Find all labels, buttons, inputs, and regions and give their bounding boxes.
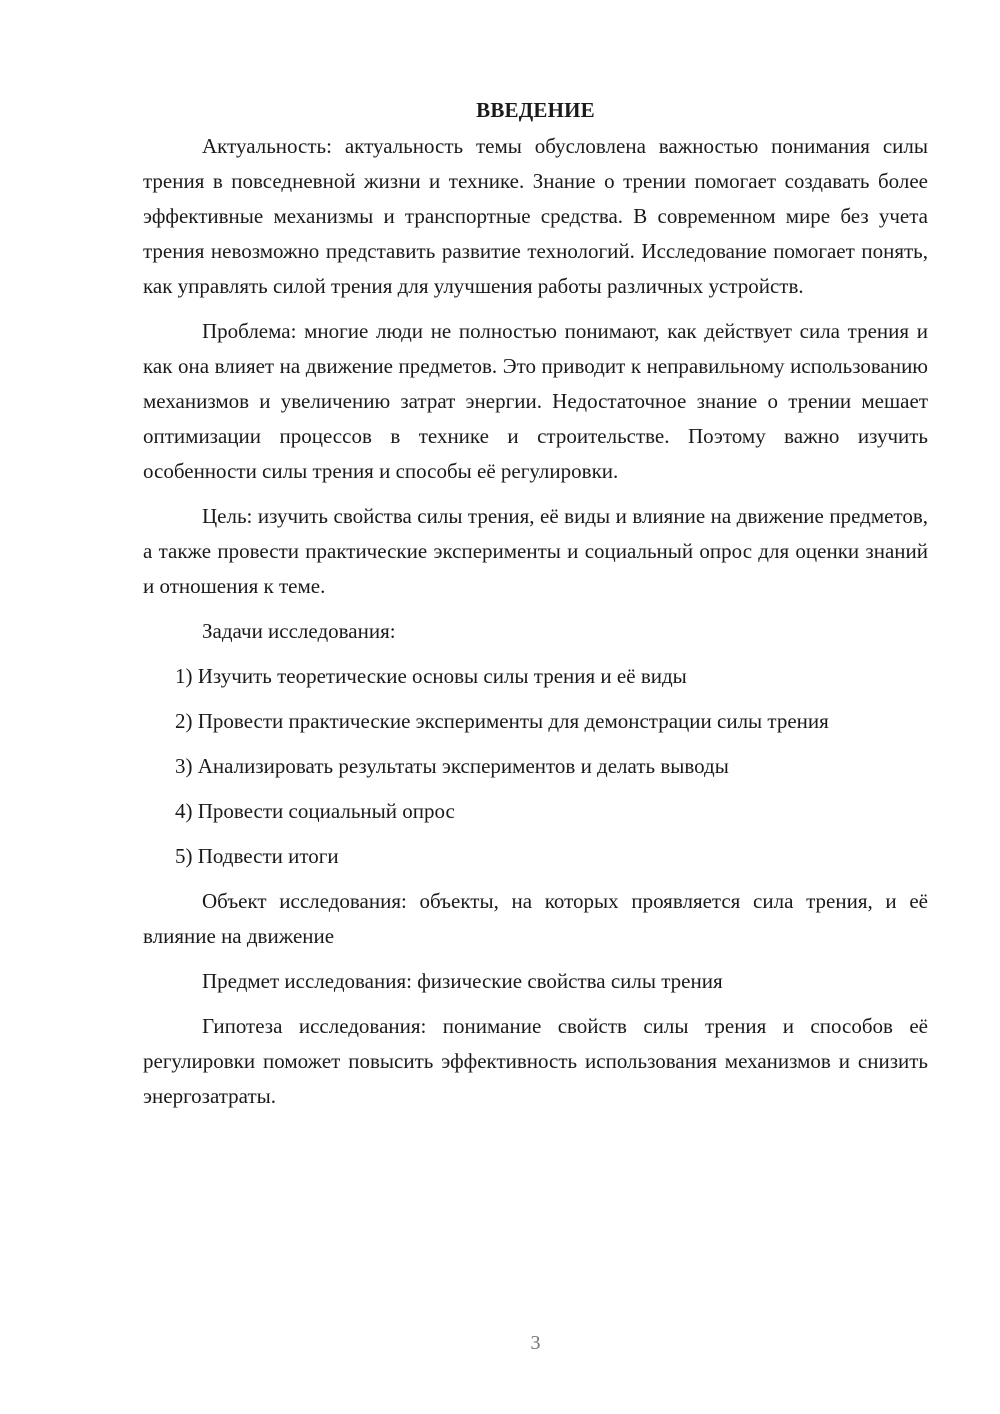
- paragraph-object: Объект исследования: объекты, на которых проявляется сила трения, и её влияние на движение: [143, 889, 928, 948]
- task-item: 1) Изучить теоретические основы силы трения и её виды: [175, 664, 687, 688]
- task-item: 4) Провести социальный опрос: [175, 799, 455, 823]
- paragraph-problem: Проблема: многие люди не полностью понимают, как действует сила трения и как она влияет на движение предметов. Это приводит к неправильному использованию механизмов и увеличению затрат энергии. Недостаточное знание о трении мешает оптимизации процессов в технике и строительстве. Поэтому важно изучить особенности силы трения и способы её регулировки.: [143, 319, 928, 483]
- paragraph-relevance: Актуальность: актуальность темы обусловлена важностью понимания силы трения в повседневной жизни и технике. Знание о трении помогает создавать более эффективные механизмы и транспортные средства. В современном мире без учета трения невозможно представить развитие технологий. Исследование помогает понять, как управлять силой трения для улучшения работы различных устройств.: [143, 134, 928, 298]
- task-item: 2) Провести практические эксперименты для демонстрации силы трения: [175, 709, 829, 733]
- paragraph-subject: Предмет исследования: физические свойства силы трения: [202, 969, 723, 993]
- page-number: 3: [530, 1332, 541, 1354]
- task-item: 5) Подвести итоги: [175, 844, 339, 868]
- task-item: 3) Анализировать результаты экспериментов и делать выводы: [175, 754, 729, 778]
- page-content: [143, 93, 928, 1114]
- paragraph-hypothesis: Гипотеза исследования: понимание свойств силы трения и способов её регулировки поможет повысить эффективность использования механизмов и снизить энергозатраты.: [143, 1014, 928, 1108]
- section-heading: ВВЕДЕНИЕ: [476, 98, 595, 122]
- tasks-heading: Задачи исследования:: [202, 619, 396, 643]
- paragraph-goal: Цель: изучить свойства силы трения, её виды и влияние на движение предметов, а также провести практические эксперименты и социальный опрос для оценки знаний и отношения к теме.: [143, 504, 928, 598]
